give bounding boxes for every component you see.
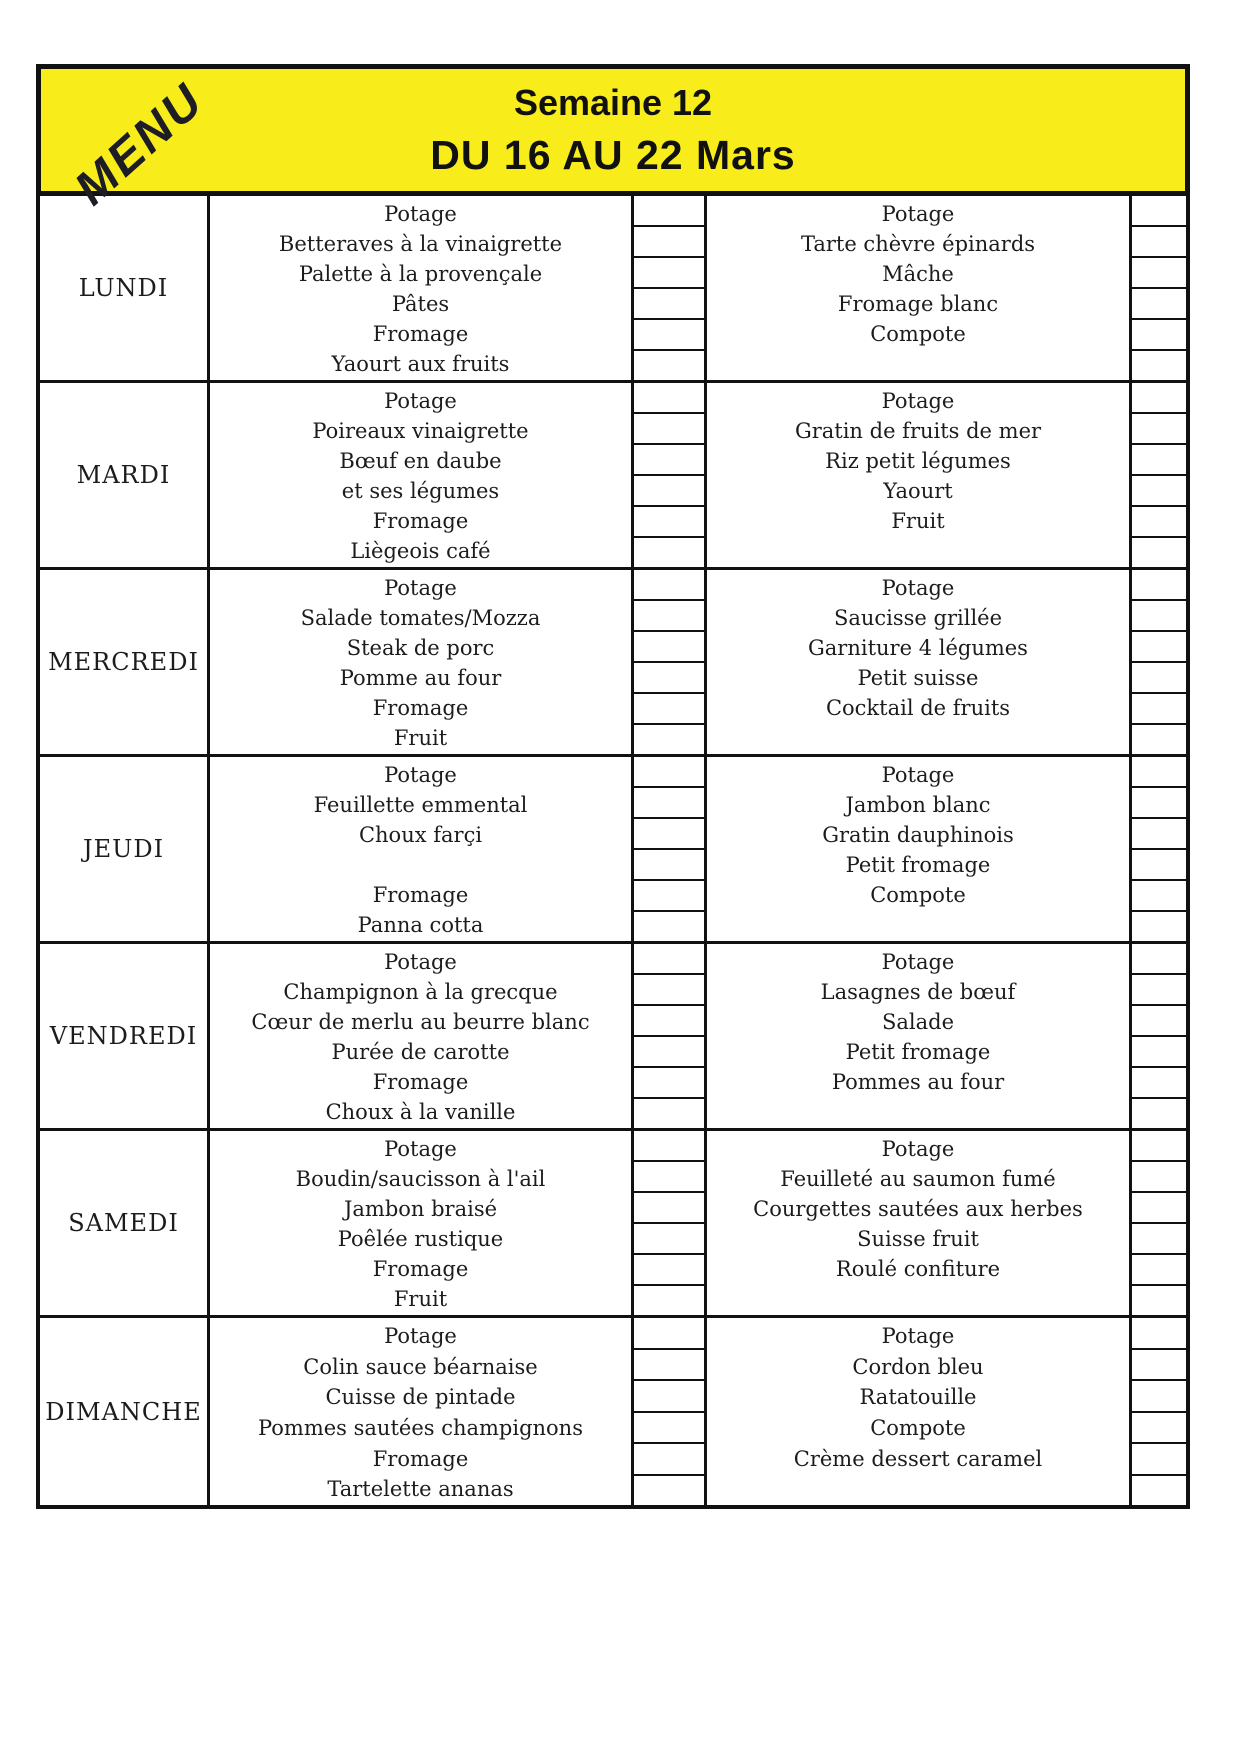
lunch-checkbox-column [634, 1131, 707, 1315]
checkbox-cell [634, 538, 704, 567]
checkbox-cell [634, 819, 704, 850]
lunch-checkbox-column [634, 383, 707, 567]
lunch-cell [210, 1318, 634, 1505]
checkbox-cell [1132, 320, 1186, 351]
checkbox-cell [1132, 538, 1186, 567]
menu-sheet [36, 64, 1190, 1509]
lunch-cell [210, 570, 634, 754]
checkbox-cell [634, 725, 704, 754]
checkbox-cell [1132, 850, 1186, 881]
banner-titles [41, 69, 1185, 191]
week-title: Semaine 12 [513, 81, 713, 123]
menu-item: Compote [870, 883, 966, 908]
menu-item: Poêlée rustique [337, 1227, 504, 1252]
checkbox-cell [1132, 788, 1186, 819]
menu-item: Potage [881, 762, 955, 787]
menu-item: Potage [384, 201, 457, 226]
menu-item: Feuillette emmental [313, 792, 528, 817]
checkbox-cell [634, 414, 704, 445]
checkbox-cell [1132, 507, 1186, 538]
menu-item: Compote [870, 322, 966, 347]
lunch-cell [210, 1131, 634, 1315]
menu-item: Poireaux vinaigrette [312, 418, 529, 443]
lunch-cell [210, 196, 634, 380]
checkbox-cell [634, 1068, 704, 1099]
checkbox-cell [634, 1006, 704, 1037]
menu-item: Cocktail de fruits [825, 696, 1011, 721]
menu-item: Fromage [372, 696, 469, 721]
checkbox-cell [634, 850, 704, 881]
dinner-checkbox-column [1132, 383, 1186, 567]
checkbox-cell [1132, 196, 1186, 227]
menu-item: Betteraves à la vinaigrette [278, 231, 563, 256]
checkbox-cell [634, 632, 704, 663]
dinner-checkbox-column [1132, 944, 1186, 1128]
menu-item: Fromage [372, 1070, 469, 1095]
checkbox-cell [634, 912, 704, 941]
menu-table-body [36, 196, 1190, 1509]
menu-item: Tarte chèvre épinards [800, 231, 1036, 256]
menu-item: Feuilleté au saumon fumé [780, 1166, 1056, 1191]
menu-item: Potage [881, 949, 955, 974]
menu-item: Steak de porc [346, 635, 495, 660]
day-label: SAMEDI [40, 1131, 210, 1315]
menu-item: Potage [881, 1136, 955, 1161]
menu-item: Riz petit légumes [825, 448, 1011, 473]
menu-item [707, 724, 1129, 754]
checkbox-cell [1132, 725, 1186, 754]
menu-item: Suisse fruit [857, 1227, 979, 1252]
menu-item: Ratatouille [859, 1385, 977, 1410]
checkbox-cell [634, 881, 704, 912]
checkbox-cell [634, 1318, 704, 1350]
menu-item [707, 537, 1129, 567]
checkbox-cell [1132, 1476, 1186, 1506]
checkbox-cell [634, 476, 704, 507]
dinner-cell [707, 757, 1132, 941]
lunch-cell [210, 757, 634, 941]
checkbox-cell [634, 788, 704, 819]
dinner-cell [707, 383, 1132, 567]
checkbox-cell [634, 1350, 704, 1382]
checkbox-cell [1132, 1037, 1186, 1068]
menu-item: Fromage [372, 883, 469, 908]
menu-item: Potage [384, 949, 457, 974]
menu-item: Fromage [372, 1257, 469, 1282]
menu-item: Gratin de fruits de mer [794, 418, 1042, 443]
checkbox-cell [1132, 663, 1186, 694]
checkbox-cell [634, 351, 704, 380]
menu-item: Jambon blanc [845, 792, 991, 817]
menu-item: Tartelette ananas [327, 1477, 514, 1502]
checkbox-cell [634, 1162, 704, 1193]
checkbox-cell [634, 1476, 704, 1506]
date-range: DU 16 AU 22 Mars [430, 131, 796, 178]
dinner-checkbox-column [1132, 1131, 1186, 1315]
checkbox-cell [1132, 445, 1186, 476]
menu-item: Fruit [393, 1287, 448, 1312]
menu-item: Fruit [891, 509, 945, 534]
checkbox-cell [1132, 1099, 1186, 1128]
checkbox-cell [634, 445, 704, 476]
checkbox-cell [1132, 383, 1186, 414]
day-row [40, 383, 1186, 570]
checkbox-cell [634, 570, 704, 601]
menu-item [707, 1474, 1129, 1505]
menu-item: Salade [881, 1009, 954, 1034]
day-label: VENDREDI [40, 944, 210, 1128]
menu-item: Crème dessert caramel [793, 1446, 1043, 1471]
menu-item: Champignon à la grecque [283, 979, 558, 1004]
menu-item: Gratin dauphinois [822, 822, 1014, 847]
checkbox-cell [1132, 1006, 1186, 1037]
menu-item: Roulé confiture [835, 1257, 1001, 1282]
dinner-cell [707, 944, 1132, 1128]
menu-item: Potage [881, 575, 955, 600]
menu-item [707, 1098, 1129, 1128]
dinner-checkbox-column [1132, 1318, 1186, 1505]
day-row [40, 1131, 1186, 1318]
menu-item: Mâche [882, 261, 954, 286]
lunch-cell [210, 383, 634, 567]
checkbox-cell [634, 601, 704, 632]
checkbox-cell [1132, 601, 1186, 632]
checkbox-cell [634, 1131, 704, 1162]
dinner-cell [707, 570, 1132, 754]
checkbox-cell [634, 383, 704, 414]
checkbox-cell [1132, 1286, 1186, 1315]
menu-item: Potage [384, 1136, 457, 1161]
menu-item: et ses légumes [341, 479, 500, 504]
checkbox-cell [634, 1444, 704, 1476]
menu-item: Potage [881, 388, 955, 413]
checkbox-cell [634, 1286, 704, 1315]
checkbox-cell [634, 1037, 704, 1068]
menu-item: Colin sauce béarnaise [303, 1354, 538, 1379]
checkbox-cell [1132, 975, 1186, 1006]
checkbox-cell [1132, 632, 1186, 663]
menu-item: Choux farçi [358, 822, 483, 847]
day-label: DIMANCHE [40, 1318, 210, 1505]
menu-item: Fromage [372, 509, 469, 534]
checkbox-cell [1132, 944, 1186, 975]
menu-item: Fromage [372, 1446, 469, 1471]
menu-item: Potage [384, 1323, 457, 1348]
menu-item: Yaourt [883, 479, 953, 504]
menu-item: Potage [384, 575, 457, 600]
lunch-checkbox-column [634, 757, 707, 941]
menu-item: Bœuf en daube [339, 448, 502, 473]
checkbox-cell [634, 1381, 704, 1413]
checkbox-cell [1132, 1131, 1186, 1162]
checkbox-cell [1132, 289, 1186, 320]
checkbox-cell [634, 944, 704, 975]
checkbox-cell [1132, 476, 1186, 507]
checkbox-cell [1132, 1444, 1186, 1476]
checkbox-cell [1132, 757, 1186, 788]
checkbox-cell [1132, 414, 1186, 445]
dinner-checkbox-column [1132, 196, 1186, 380]
lunch-checkbox-column [634, 196, 707, 380]
menu-item: Garniture 4 légumes [808, 635, 1028, 660]
checkbox-cell [634, 258, 704, 289]
day-row [40, 196, 1186, 383]
dinner-checkbox-column [1132, 570, 1186, 754]
day-label: JEUDI [40, 757, 210, 941]
checkbox-cell [1132, 881, 1186, 912]
menu-item: Saucisse grillée [833, 605, 1003, 630]
menu-item: Petit suisse [857, 666, 979, 691]
menu-item: Salade tomates/Mozza [300, 605, 541, 630]
checkbox-cell [634, 289, 704, 320]
menu-item: Fruit [393, 726, 448, 751]
checkbox-cell [634, 1224, 704, 1255]
lunch-checkbox-column [634, 570, 707, 754]
menu-item: Yaourt aux fruits [331, 352, 510, 377]
menu-item: Cordon bleu [852, 1354, 984, 1379]
menu-item: Pâtes [391, 292, 450, 317]
dinner-cell [707, 196, 1132, 380]
menu-item: Pommes sautées champignons [258, 1415, 583, 1440]
lunch-checkbox-column [634, 1318, 707, 1505]
checkbox-cell [634, 975, 704, 1006]
checkbox-cell [634, 227, 704, 258]
checkbox-cell [1132, 1381, 1186, 1413]
dinner-checkbox-column [1132, 757, 1186, 941]
checkbox-cell [634, 694, 704, 725]
checkbox-cell [634, 663, 704, 694]
menu-item: Palette à la provençale [298, 261, 543, 286]
checkbox-cell [1132, 227, 1186, 258]
menu-item: Potage [384, 388, 457, 413]
checkbox-cell [1132, 694, 1186, 725]
checkbox-cell [1132, 570, 1186, 601]
menu-item [707, 350, 1129, 380]
menu-item: Fromage [372, 322, 469, 347]
checkbox-cell [634, 1099, 704, 1128]
menu-item: Liègeois café [350, 539, 491, 564]
day-row [40, 1318, 1186, 1505]
menu-item: Pomme au four [339, 666, 502, 691]
checkbox-cell [1132, 1224, 1186, 1255]
menu-item: Panna cotta [357, 913, 484, 938]
checkbox-cell [1132, 1162, 1186, 1193]
menu-label: MENU [64, 73, 215, 216]
checkbox-cell [1132, 912, 1186, 941]
checkbox-cell [1132, 1413, 1186, 1445]
checkbox-cell [634, 1255, 704, 1286]
menu-item: Lasagnes de bœuf [820, 979, 1016, 1004]
menu-item: Cœur de merlu au beurre blanc [251, 1009, 590, 1034]
checkbox-cell [634, 320, 704, 351]
menu-item [707, 911, 1129, 941]
day-label: LUNDI [40, 196, 210, 380]
dinner-cell [707, 1318, 1132, 1505]
checkbox-cell [1132, 1068, 1186, 1099]
dinner-cell [707, 1131, 1132, 1315]
menu-item: Compote [870, 1415, 966, 1440]
lunch-checkbox-column [634, 944, 707, 1128]
menu-item: Fromage blanc [837, 292, 999, 317]
menu-item: Choux à la vanille [325, 1100, 516, 1125]
day-row [40, 757, 1186, 944]
menu-item: Cuisse de pintade [325, 1385, 516, 1410]
day-label: MERCREDI [40, 570, 210, 754]
checkbox-cell [1132, 1318, 1186, 1350]
menu-item: Potage [881, 201, 955, 226]
menu-item: Boudin/saucisson à l'ail [295, 1166, 546, 1191]
checkbox-cell [634, 507, 704, 538]
menu-item: Courgettes sautées aux herbes [753, 1196, 1083, 1221]
menu-item: Jambon braisé [343, 1196, 498, 1221]
menu-item: Purée de carotte [331, 1040, 510, 1065]
menu-item: Pommes au four [831, 1070, 1005, 1095]
menu-item [707, 1285, 1129, 1315]
checkbox-cell [1132, 1193, 1186, 1224]
menu-item: Petit fromage [845, 1040, 991, 1065]
checkbox-cell [634, 757, 704, 788]
day-row [40, 944, 1186, 1131]
menu-item: Petit fromage [845, 853, 991, 878]
checkbox-cell [1132, 1255, 1186, 1286]
menu-item: Potage [384, 762, 457, 787]
day-row [40, 570, 1186, 757]
checkbox-cell [1132, 819, 1186, 850]
checkbox-cell [634, 196, 704, 227]
checkbox-cell [634, 1193, 704, 1224]
lunch-cell [210, 944, 634, 1128]
menu-item: Potage [881, 1323, 955, 1348]
menu-item [210, 851, 631, 881]
checkbox-cell [1132, 351, 1186, 380]
checkbox-cell [1132, 1350, 1186, 1382]
day-label: MARDI [40, 383, 210, 567]
checkbox-cell [634, 1413, 704, 1445]
checkbox-cell [1132, 258, 1186, 289]
